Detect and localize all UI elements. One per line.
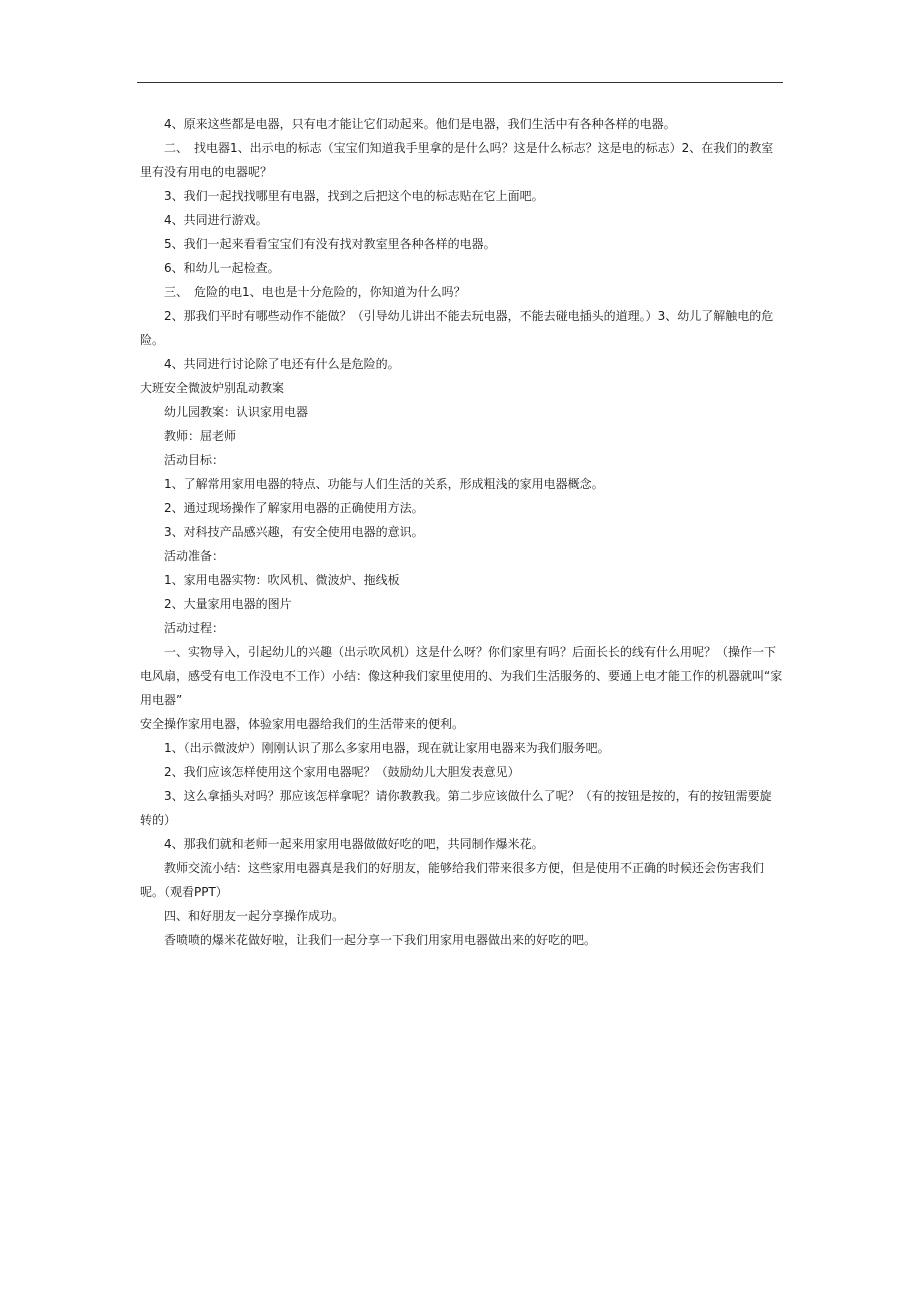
paragraph: 2、通过现场操作了解家用电器的正确使用方法。 bbox=[164, 501, 424, 515]
paragraph: 一、实物导入，引起幼儿的兴趣（出示吹风机）这是什么呀？你们家里有吗？后面长长的线有什么用呢？（操作一下电风扇，感受有电工作没电不工作）小结：像这种我们家里使用的、为我们生活服务的、要通上电才能工作的机器就叫“家用电器” bbox=[140, 645, 783, 707]
paragraph: 香喷喷的爆米花做好啦，让我们一起分享一下我们用家用电器做出来的好吃的吧。 bbox=[164, 933, 597, 947]
paragraph: 2、那我们平时有哪些动作不能做？（引导幼儿讲出不能去玩电器，不能去碰电插头的道理。）3、幼儿了解触电的危险。 bbox=[140, 309, 774, 347]
document-body bbox=[140, 112, 783, 952]
paragraph: 活动准备： bbox=[164, 549, 225, 563]
header-rule bbox=[137, 82, 783, 83]
paragraph: 1、了解常用家用电器的特点、功能与人们生活的关系，形成粗浅的家用电器概念。 bbox=[164, 477, 604, 491]
paragraph: 4、那我们就和老师一起来用家用电器做做好吃的吧，共同制作爆米花。 bbox=[164, 837, 544, 851]
paragraph: 6、和幼儿一起检查。 bbox=[164, 261, 280, 275]
paragraph: 4、共同进行游戏。 bbox=[164, 213, 268, 227]
paragraph: 三、 危险的电1、电也是十分危险的，你知道为什么吗？ bbox=[164, 285, 466, 299]
section-title: 大班安全微波炉别乱动教案 bbox=[140, 381, 285, 395]
paragraph: 1、家用电器实物：吹风机、微波炉、拖线板 bbox=[164, 573, 400, 587]
paragraph: 3、这么拿插头对吗？那应该怎样拿呢？请你教教我。第二步应该做什么了呢？（有的按钮是按的，有的按钮需要旋转的） bbox=[140, 789, 772, 827]
paragraph: 2、我们应该怎样使用这个家用电器呢？（鼓励幼儿大胆发表意见） bbox=[164, 765, 520, 779]
paragraph: 5、我们一起来看看宝宝们有没有找对教室里各种各样的电器。 bbox=[164, 237, 496, 251]
paragraph: 安全操作家用电器，体验家用电器给我们的生活带来的便利。 bbox=[140, 717, 465, 731]
paragraph: 幼儿园教案：认识家用电器 bbox=[164, 405, 309, 419]
paragraph: 3、对科技产品感兴趣，有安全使用电器的意识。 bbox=[164, 525, 424, 539]
paragraph: 活动目标： bbox=[164, 453, 225, 467]
paragraph: 3、我们一起找找哪里有电器，找到之后把这个电的标志贴在它上面吧。 bbox=[164, 189, 544, 203]
paragraph: 4、原来这些都是电器，只有电才能让它们动起来。他们是电器，我们生活中有各种各样的电器。 bbox=[164, 117, 676, 131]
paragraph: 教师交流小结：这些家用电器真是我们的好朋友，能够给我们带来很多方便，但是使用不正确的时候还会伤害我们呢。（观看PPT） bbox=[140, 861, 765, 899]
paragraph: 4、共同进行讨论除了电还有什么是危险的。 bbox=[164, 357, 400, 371]
paragraph: 二、 找电器1、出示电的标志（宝宝们知道我手里拿的是什么吗？这是什么标志？这是电的标志）2、在我们的教室里有没有用电的电器呢？ bbox=[140, 141, 774, 179]
paragraph: 1、（出示微波炉）刚刚认识了那么多家用电器，现在就让家用电器来为我们服务吧。 bbox=[164, 741, 610, 755]
paragraph: 四、和好朋友一起分享操作成功。 bbox=[164, 909, 345, 923]
paragraph: 2、大量家用电器的图片 bbox=[164, 597, 292, 611]
paragraph: 活动过程： bbox=[164, 621, 225, 635]
paragraph: 教师：屈老师 bbox=[164, 429, 237, 443]
